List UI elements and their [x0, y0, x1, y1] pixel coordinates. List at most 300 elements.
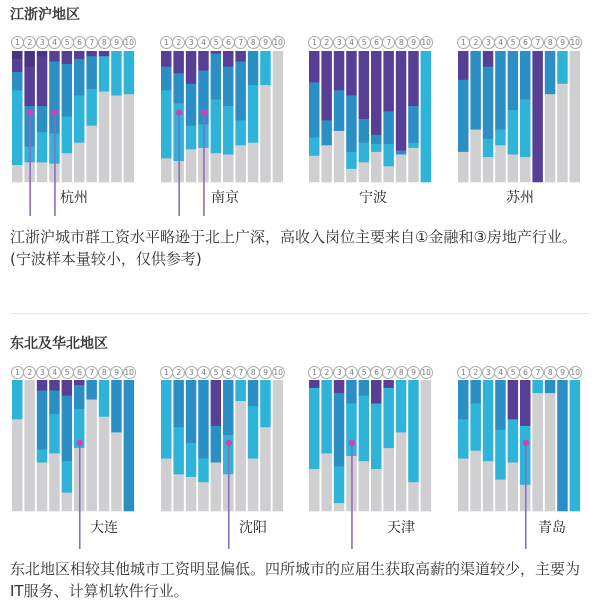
bar-segment: [359, 51, 370, 119]
tick-label: 7: [85, 36, 98, 49]
marker-dot: [201, 109, 207, 115]
marker-dot: [349, 440, 355, 446]
bar-segment: [458, 419, 469, 459]
bar-segment: [321, 145, 332, 182]
city-label: 宁波: [359, 190, 387, 206]
bar-segment: [371, 404, 382, 470]
bar-segment: [396, 151, 407, 155]
bar-segment: [346, 152, 357, 169]
bar-segment: [359, 143, 370, 163]
bar-segment: [383, 144, 394, 167]
bar-segment: [273, 51, 284, 182]
bar-segment: [12, 165, 23, 182]
bar-segment: [99, 417, 110, 512]
bar-segment: [359, 461, 370, 511]
bar-segment: [557, 51, 568, 84]
bar-segment: [260, 85, 271, 182]
marker-dot: [176, 109, 182, 115]
tick-label: 6: [222, 366, 235, 379]
bar-segment: [495, 480, 506, 512]
bar-segment: [570, 51, 581, 182]
bar-segment: [111, 432, 122, 511]
bar-segment: [309, 51, 320, 83]
bar-segment: [508, 419, 518, 463]
bar-segment: [334, 90, 345, 131]
bar-segment: [223, 67, 234, 107]
bar-segment: [161, 51, 172, 67]
bar-segment: [12, 51, 23, 59]
bar-segment: [186, 51, 197, 84]
bar-segment: [309, 388, 320, 470]
tick-label: 3: [185, 366, 198, 379]
tick-label: 10: [570, 368, 580, 377]
bar-segment: [371, 152, 382, 182]
bar-segment: [495, 380, 506, 430]
bar-segment: [12, 380, 23, 420]
description-jzh: 江浙沪城市群工资水平略逊于北上广深，高收入岗位主要来自①金融和③房地产行业。(宁波样本量较小，仅供参考): [10, 228, 577, 268]
tick-label: 6: [519, 36, 532, 49]
tick-label: 5: [210, 36, 223, 49]
tick-label: 1: [160, 36, 173, 49]
bar-segment: [37, 391, 48, 450]
bar-segment: [383, 111, 394, 144]
bar-segment: [74, 59, 85, 96]
bar-segment: [396, 155, 407, 183]
tick-label: 7: [234, 36, 247, 49]
bar-segment: [408, 148, 419, 182]
bar-segment: [483, 157, 494, 182]
tick-label: 7: [531, 36, 544, 49]
tick-label: 9: [110, 36, 123, 49]
bar-segment: [508, 463, 518, 512]
bar-segment: [12, 72, 23, 91]
city-label: 沈阳: [239, 520, 267, 536]
tick-label: 2: [23, 366, 36, 379]
bar-segment: [260, 51, 271, 85]
bar-segment: [235, 380, 246, 401]
bar-segment: [235, 401, 246, 511]
tick-label: 9: [556, 36, 569, 49]
bar-segment: [173, 380, 184, 428]
tick-label: 5: [210, 366, 223, 379]
bar-segment: [186, 149, 197, 182]
bar-segment: [359, 396, 370, 462]
bar-segment: [37, 380, 48, 391]
bar-segment: [49, 391, 60, 415]
bar-segment: [124, 94, 135, 182]
bar-segment: [321, 51, 332, 121]
bar-segment: [371, 144, 382, 152]
bar-segment: [161, 90, 172, 158]
tick-label: 7: [85, 366, 98, 379]
bar-segment: [334, 393, 345, 467]
tick-label: 2: [320, 366, 333, 379]
bar-segment: [111, 51, 122, 96]
bar-segment: [161, 459, 172, 512]
bar-segment: [74, 51, 85, 59]
bar-segment: [408, 106, 419, 143]
bar-segment: [74, 385, 85, 409]
tick-label: 4: [48, 36, 61, 49]
bar-segment: [359, 162, 370, 182]
tick-label: 10: [124, 368, 134, 377]
tick-label: 9: [259, 366, 272, 379]
tick-label: 9: [556, 366, 569, 379]
bar-segment: [383, 380, 394, 388]
bar-segment: [545, 380, 556, 393]
bar-segment: [62, 380, 73, 396]
bar-segment: [532, 380, 543, 393]
section-title-jzh: 江浙沪地区: [10, 7, 80, 23]
bar-segment: [161, 158, 172, 182]
bar-segment: [520, 51, 531, 100]
tick-label: 3: [482, 366, 495, 379]
tick-label: 2: [320, 36, 333, 49]
bar-segment: [74, 143, 85, 183]
bar-segment: [12, 90, 23, 165]
tick-label: 7: [234, 366, 247, 379]
tick-label: 9: [110, 366, 123, 379]
bar-segment: [37, 51, 48, 57]
bar-segment: [383, 51, 394, 112]
tick-label: 3: [482, 36, 495, 49]
tick-label: 5: [507, 366, 520, 379]
bar-segment: [186, 126, 197, 150]
bar-segment: [223, 51, 234, 67]
bar-segment: [483, 51, 494, 67]
bar-segment: [86, 380, 97, 400]
bar-segment: [62, 461, 73, 493]
chart-3: [309, 51, 431, 182]
bar-segment: [198, 380, 209, 459]
bar-segment: [383, 166, 394, 182]
bar-segment: [111, 380, 122, 433]
bar-segment: [470, 51, 481, 130]
city-label: 南京: [211, 190, 239, 206]
tick-label: 5: [61, 36, 74, 49]
bar-segment: [309, 138, 320, 157]
marker-dot: [52, 109, 58, 115]
bar-segment: [99, 92, 110, 183]
bar-segment: [211, 100, 222, 154]
bar-segment: [99, 56, 110, 92]
bar-segment: [62, 153, 73, 182]
bar-segment: [37, 132, 48, 162]
tick-label: 6: [73, 366, 86, 379]
bar-segment: [62, 396, 73, 462]
tick-label: 3: [333, 366, 346, 379]
tick-label: 8: [98, 36, 111, 49]
tick-label: 5: [358, 366, 371, 379]
bar-segment: [458, 380, 469, 420]
tick-label: 4: [48, 366, 61, 379]
bar-segment: [532, 393, 543, 511]
bar-segment: [458, 152, 469, 182]
bar-segment: [520, 157, 531, 182]
bar-segment: [421, 51, 432, 182]
bar-segment: [458, 459, 469, 512]
bar-segment: [371, 135, 382, 145]
bar-segment: [223, 380, 234, 435]
tick-label: 6: [370, 36, 383, 49]
bar-segment: [309, 82, 320, 137]
bar-segment: [408, 380, 419, 483]
tick-label: 10: [421, 368, 431, 377]
bar-segment: [359, 380, 370, 396]
bar-segment: [408, 143, 419, 149]
tick-label: 10: [273, 368, 283, 377]
bar-segment: [173, 51, 184, 74]
bar-segment: [86, 89, 97, 126]
bar-segment: [495, 145, 506, 182]
bar-segment: [495, 130, 506, 146]
tick-label: 1: [11, 366, 24, 379]
bar-segment: [309, 469, 320, 511]
bar-segment: [346, 380, 357, 404]
tick-label: 9: [407, 36, 420, 49]
bar-segment: [371, 51, 382, 135]
bar-segment: [545, 393, 556, 511]
bar-segment: [99, 51, 110, 57]
bar-segment: [49, 453, 60, 511]
bar-segment: [211, 54, 222, 100]
tick-label: 6: [370, 366, 383, 379]
tick-label: 1: [160, 366, 173, 379]
tick-label: 6: [222, 36, 235, 49]
bar-segment: [458, 51, 469, 80]
bar-segment: [24, 67, 35, 107]
bar-segment: [421, 380, 432, 511]
tick-label: 3: [36, 366, 49, 379]
bar-segment: [12, 59, 23, 72]
bar-segment: [520, 380, 531, 426]
tick-label: 1: [308, 36, 321, 49]
bar-segment: [99, 380, 110, 417]
bar-segment: [483, 139, 494, 158]
city-label: 天津: [387, 520, 415, 536]
bar-segment: [248, 85, 258, 143]
bar-segment: [470, 404, 481, 452]
bar-segment: [235, 62, 246, 121]
bar-segment: [470, 380, 481, 404]
bar-segment: [12, 419, 23, 511]
bar-segment: [321, 120, 332, 145]
bar-segment: [161, 67, 172, 91]
tick-label: 10: [273, 38, 283, 47]
bar-segment: [124, 51, 135, 95]
tick-label: 8: [395, 36, 408, 49]
tick-label: 2: [172, 366, 185, 379]
bar-segment: [62, 51, 73, 64]
bar-segment: [198, 482, 209, 511]
tick-label: 1: [457, 366, 470, 379]
bar-segment: [248, 406, 258, 459]
bar-segment: [211, 426, 222, 463]
bar-segment: [173, 474, 184, 511]
bar-segment: [346, 51, 357, 96]
bar-segment: [260, 380, 271, 428]
bar-segment: [359, 119, 370, 143]
tick-label: 9: [407, 366, 420, 379]
bar-segment: [508, 110, 518, 155]
bar-segment: [346, 169, 357, 182]
bar-segment: [260, 427, 271, 511]
tick-label: 5: [61, 366, 74, 379]
bar-segment: [408, 51, 419, 106]
bar-segment: [24, 380, 35, 511]
bar-segment: [49, 414, 60, 454]
tick-label: 4: [494, 36, 507, 49]
bar-segment: [273, 380, 284, 511]
bar-segment: [74, 380, 85, 386]
tick-label: 3: [333, 36, 346, 49]
tick-label: 2: [469, 366, 482, 379]
bar-segment: [173, 73, 184, 103]
bar-segment: [62, 117, 73, 154]
bar-segment: [186, 443, 197, 477]
bar-segment: [520, 100, 531, 158]
tick-label: 8: [247, 36, 260, 49]
bar-segment: [483, 380, 494, 462]
bar-segment: [396, 432, 407, 511]
marker-dot: [523, 440, 529, 446]
tick-label: 8: [247, 366, 260, 379]
bar-segment: [86, 400, 97, 512]
bar-segment: [248, 143, 258, 183]
bar-segment: [470, 451, 481, 512]
bar-segment: [483, 461, 494, 511]
marker-dot: [27, 109, 33, 115]
bar-segment: [483, 67, 494, 139]
tick-label: 2: [23, 36, 36, 49]
bar-segment: [458, 80, 469, 152]
bar-segment: [211, 463, 222, 512]
bar-segment: [223, 155, 234, 183]
bar-segment: [248, 51, 258, 85]
bar-segment: [557, 380, 568, 511]
bar-segment: [211, 380, 222, 426]
bar-segment: [570, 380, 581, 511]
bar-segment: [161, 380, 172, 459]
bar-segment: [508, 380, 518, 420]
bar-segment: [198, 459, 209, 483]
bar-segment: [223, 106, 234, 155]
tick-label: 3: [185, 36, 198, 49]
bar-segment: [383, 448, 394, 511]
bar-segment: [545, 94, 556, 182]
bar-segment: [396, 51, 407, 151]
tick-label: 4: [197, 36, 210, 49]
bar-segment: [408, 482, 419, 511]
bar-segment: [211, 51, 222, 54]
bar-segment: [173, 427, 184, 475]
bar-segment: [309, 380, 320, 388]
tick-label: 6: [519, 366, 532, 379]
bar-segment: [495, 51, 506, 130]
bar-segment: [86, 51, 97, 57]
bar-segment: [86, 126, 97, 183]
tick-label: 2: [469, 36, 482, 49]
bar-segment: [74, 96, 85, 144]
bar-segment: [334, 51, 345, 91]
bar-segment: [334, 131, 345, 182]
bar-segment: [235, 51, 246, 62]
tick-label: 8: [544, 36, 557, 49]
tick-label: 4: [494, 366, 507, 379]
tick-label: 6: [73, 36, 86, 49]
marker-dot: [77, 440, 83, 446]
bar-segment: [62, 64, 73, 117]
bar-segment: [321, 380, 332, 454]
bar-segment: [248, 380, 258, 407]
bar-segment: [309, 156, 320, 183]
bar-segment: [186, 380, 197, 443]
tick-label: 4: [197, 366, 210, 379]
tick-label: 1: [457, 36, 470, 49]
bar-segment: [37, 106, 48, 133]
bar-segment: [198, 51, 209, 71]
bar-segment: [248, 459, 258, 512]
bar-segment: [346, 96, 357, 153]
bar-segment: [49, 51, 60, 62]
bar-segment: [186, 84, 197, 126]
tick-label: 7: [531, 366, 544, 379]
bar-segment: [532, 51, 543, 182]
city-label: 苏州: [506, 190, 534, 206]
bar-segment: [86, 56, 97, 89]
bar-segment: [334, 380, 345, 393]
bar-segment: [383, 388, 394, 449]
tick-label: 8: [544, 366, 557, 379]
tick-label: 7: [382, 366, 395, 379]
bar-segment: [495, 430, 506, 480]
city-label: 大连: [90, 520, 118, 536]
bar-segment: [545, 51, 556, 95]
bar-segment: [37, 56, 48, 106]
tick-label: 4: [345, 366, 358, 379]
bar-segment: [557, 84, 568, 183]
tick-label: 2: [172, 36, 185, 49]
tick-label: 8: [98, 366, 111, 379]
tick-label: 4: [345, 36, 358, 49]
bar-segment: [186, 477, 197, 511]
bar-segment: [371, 469, 382, 511]
tick-label: 1: [11, 36, 24, 49]
bar-segment: [508, 51, 518, 110]
tick-label: 9: [259, 36, 272, 49]
tick-label: 8: [395, 366, 408, 379]
tick-label: 5: [358, 36, 371, 49]
bar-segment: [371, 380, 382, 404]
bar-segment: [235, 145, 246, 182]
bar-segment: [37, 463, 48, 512]
bar-segment: [321, 453, 332, 511]
chart-4: [458, 51, 580, 182]
bar-segment: [334, 467, 345, 504]
bar-segment: [37, 162, 48, 182]
tick-label: 10: [570, 38, 580, 47]
tick-label: 10: [124, 38, 134, 47]
tick-label: 7: [382, 36, 395, 49]
bar-segment: [396, 380, 407, 433]
bar-segment: [508, 155, 518, 183]
bar-segment: [334, 503, 345, 511]
tick-label: 1: [308, 366, 321, 379]
bar-segment: [124, 380, 135, 511]
bar-segment: [111, 96, 122, 183]
tick-label: 10: [421, 38, 431, 47]
bar-segment: [211, 153, 222, 182]
